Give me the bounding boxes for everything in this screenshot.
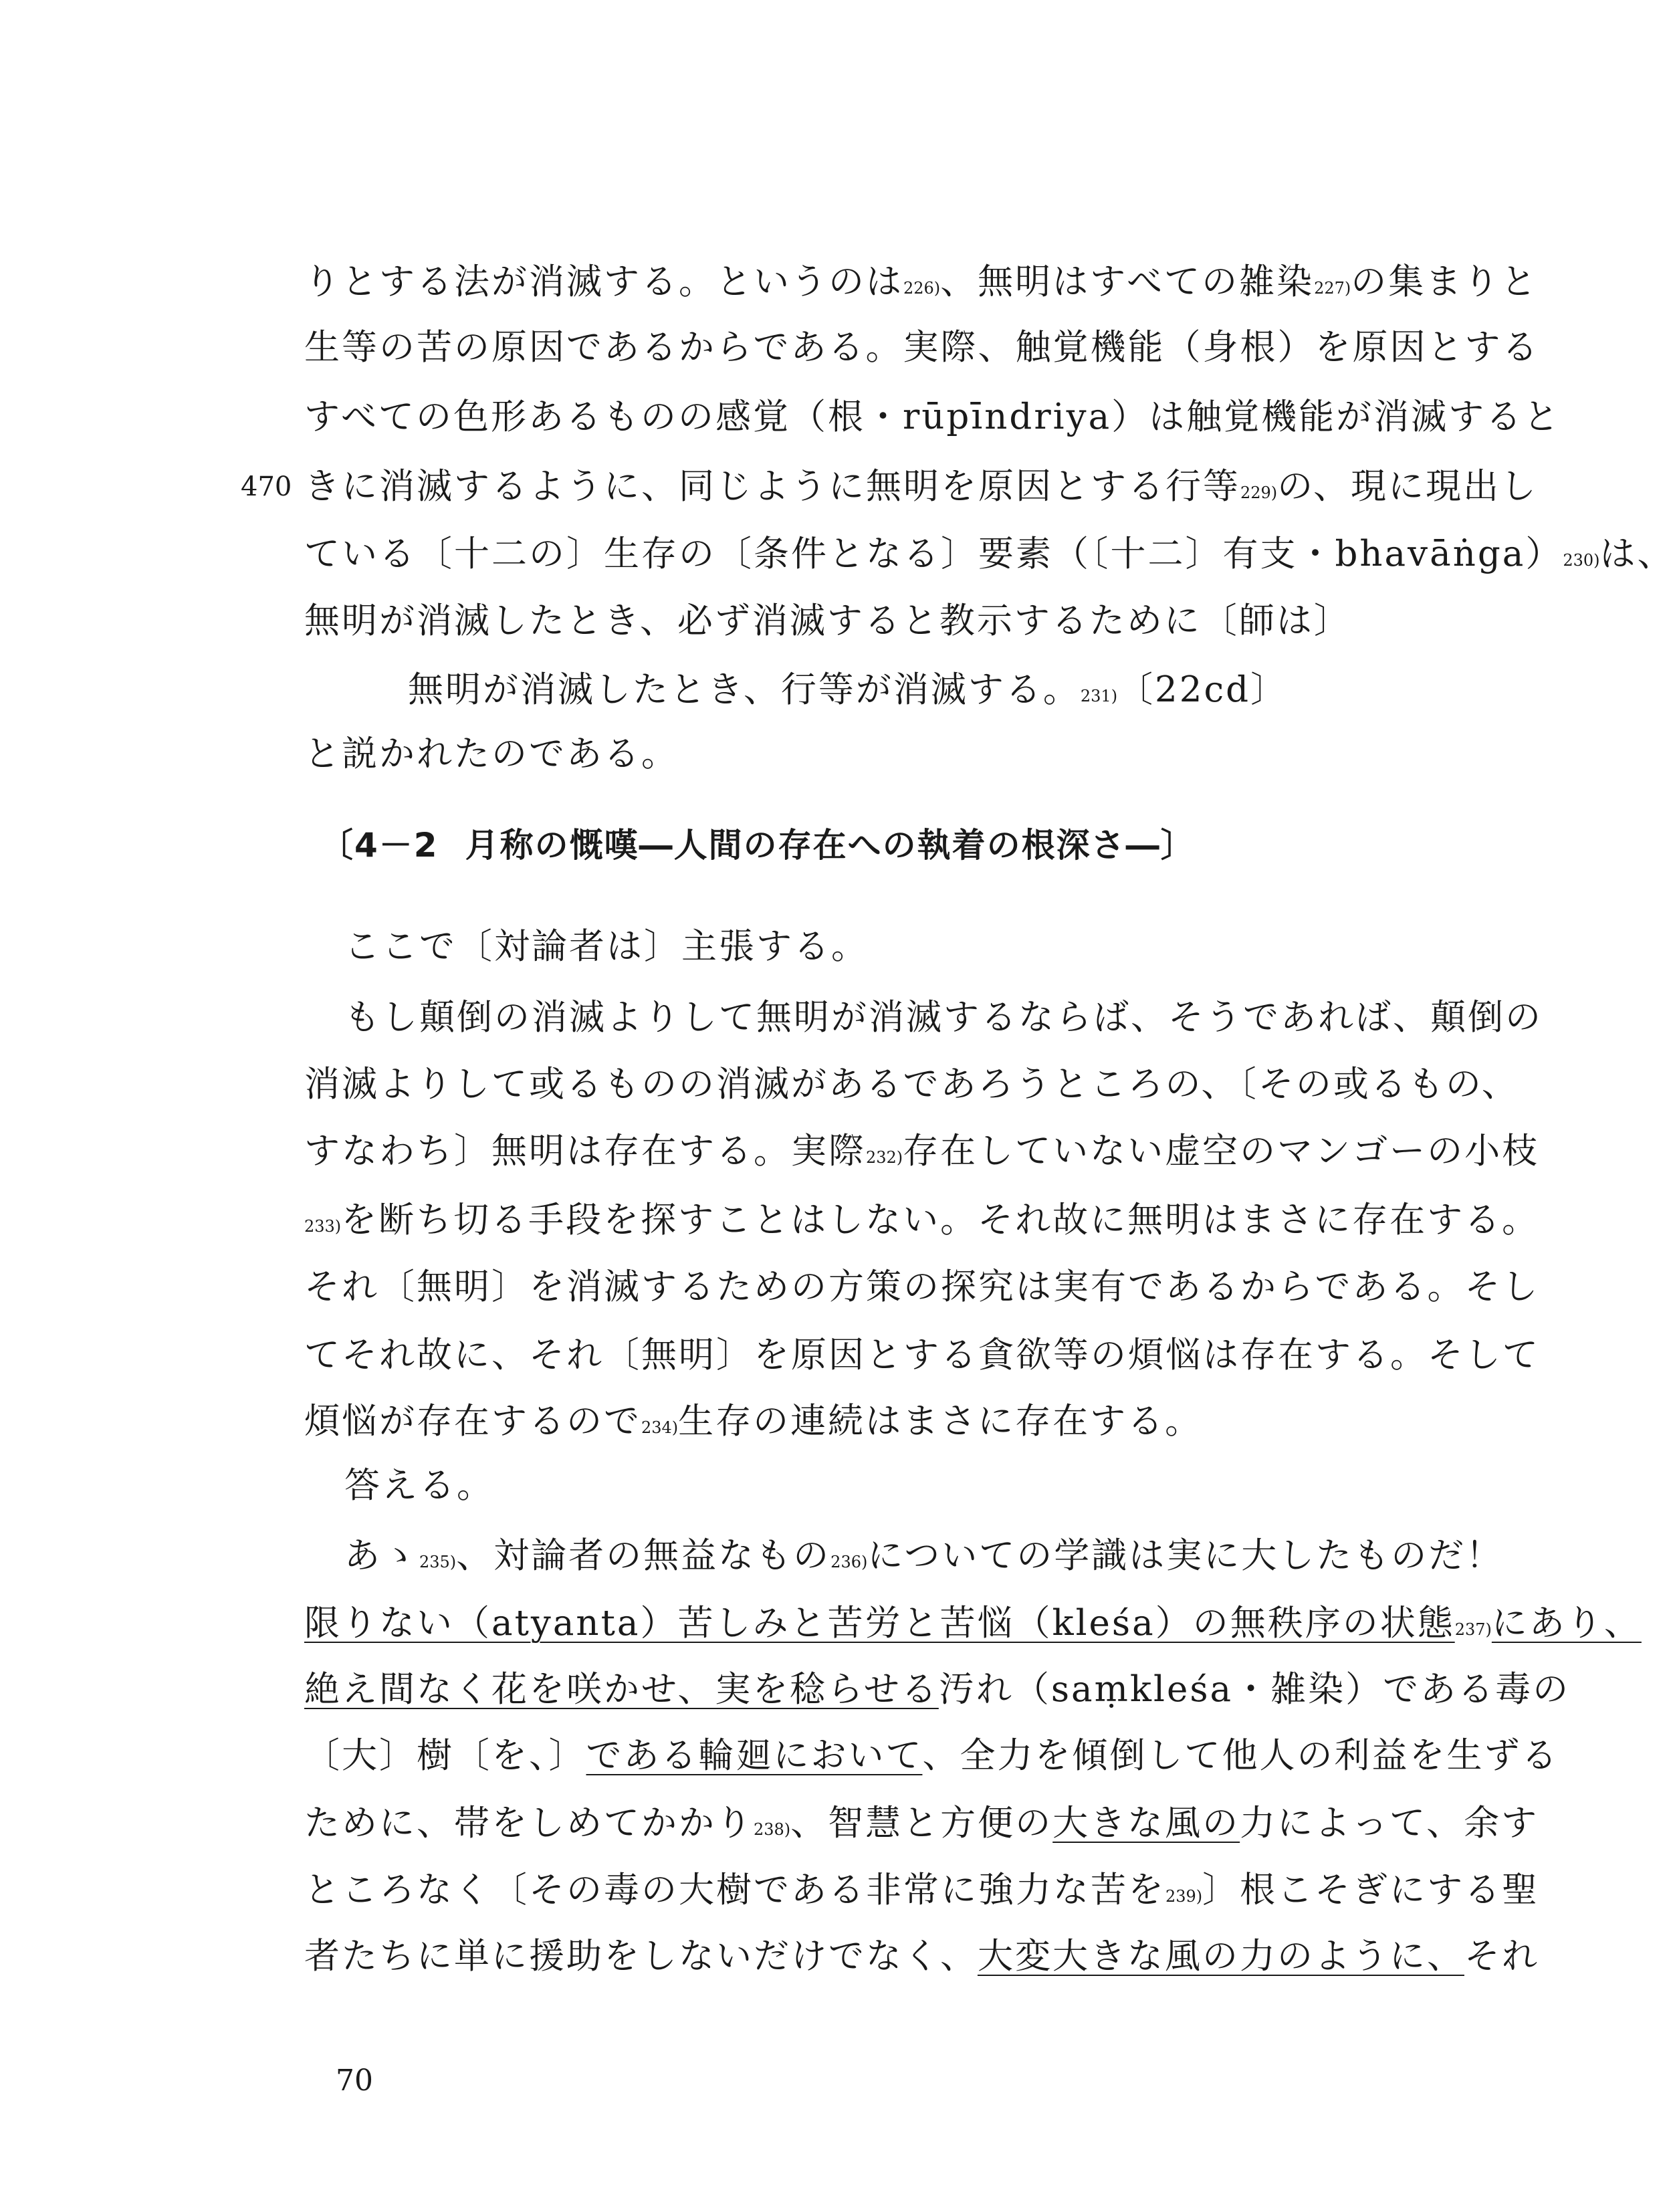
text-segment: 無明が消滅したとき、必ず消滅すると教示するために〔師は〕 (304, 600, 1351, 641)
text-segment: りとする法が消滅する。というのは (304, 261, 903, 302)
text-line (344, 925, 869, 968)
footnote-ref: 230) (1563, 551, 1600, 570)
text-line (344, 996, 1543, 1039)
text-segment: 、智慧と方便の (790, 1803, 1053, 1844)
text-line (304, 1869, 1539, 1912)
text-segment: ところなく〔その毒の大樹である非常に強力な苦を (304, 1870, 1165, 1910)
text-segment: 無明が消滅したとき、行等が消滅する。 (408, 669, 1081, 710)
text-segment: それ (1464, 1936, 1539, 1977)
text-line (304, 1130, 1539, 1173)
underlined-text: にあり、 (1491, 1603, 1642, 1644)
text-line (304, 1266, 1539, 1309)
margin-line-number: 470 (241, 471, 292, 502)
footnote-ref: 233) (304, 1217, 342, 1236)
text-line (304, 1735, 1559, 1777)
footnote-ref: 238) (754, 1820, 791, 1839)
footnote-ref: 232) (866, 1148, 903, 1167)
text-segment: 煩悩が存在するので (304, 1401, 641, 1442)
text-segment: の集まりと (1351, 261, 1539, 302)
text-segment: は、 (1599, 534, 1675, 574)
text-line (304, 465, 1538, 508)
page-number: 70 (336, 2064, 373, 2098)
text-line (304, 1334, 1540, 1377)
footnote-ref: 227) (1314, 279, 1351, 298)
text-segment: もし顛倒の消滅よりして無明が消滅するならば、そうであれば、顛倒の (344, 997, 1543, 1038)
text-segment: きに消滅するように、同じように無明を原因とする行等 (304, 466, 1240, 507)
text-segment: 〕根こそぎにする聖 (1202, 1870, 1540, 1910)
text-segment: すべての色形あるものの感覚（根・rūpīndriya）は触覚機能が消滅すると (304, 397, 1561, 437)
footnote-ref: 237) (1454, 1620, 1492, 1639)
footnote-ref: 231) (1080, 687, 1118, 705)
section-heading (320, 824, 1196, 867)
text-line (408, 669, 1288, 711)
text-segment: 、対論者の無益なもの (456, 1535, 831, 1576)
text-line (344, 1535, 1503, 1577)
text-segment: 生存の連続はまさに存在する。 (678, 1401, 1203, 1442)
footnote-ref: 239) (1165, 1887, 1203, 1906)
text-segment: 汚れ（saṃkleśa・雑染）である毒の (938, 1669, 1571, 1710)
text-line (304, 1668, 1570, 1711)
footnote-ref: 235) (419, 1553, 457, 1571)
text-segment: 者たちに単に援助をしないだけでなく、 (304, 1936, 978, 1977)
text-line (304, 326, 1539, 369)
text-segment: ている〔十二の〕生存の〔条件となる〕要素（〔十二〕有支・bhavāṅga） (304, 534, 1563, 574)
text-segment: と説かれたのである。 (304, 734, 679, 774)
text-segment: 生等の苦の原因であるからである。実際、触覚機能（身根）を原因とする (304, 327, 1540, 368)
text-segment: 答える。 (344, 1465, 494, 1506)
underlined-text: 限りない（atyanta）苦しみと苦労と苦悩（kleśa）の無秩序の状態 (304, 1603, 1455, 1644)
text-segment: それ〔無明〕を消滅するための方策の探究は実有であるからである。そし (304, 1266, 1540, 1307)
text-line (304, 1199, 1539, 1242)
text-line (304, 533, 1675, 576)
footnote-ref: 236) (830, 1553, 868, 1571)
text-line (304, 600, 1351, 643)
text-line (304, 261, 1538, 304)
text-segment: 、全力を傾倒して他人の利益を生ずる (922, 1735, 1559, 1776)
section-title: 月称の慨嘆―人間の存在への執着の根深さ―〕 (465, 826, 1196, 865)
underlined-text: 絶え間なく花を咲かせ、実を稔らせる (304, 1669, 939, 1710)
text-line (344, 1464, 494, 1507)
text-segment: 〔22cd〕 (1117, 669, 1289, 710)
section-number: 〔4－2 (320, 826, 439, 865)
text-line (304, 733, 679, 776)
text-line (304, 1802, 1539, 1845)
text-segment: てそれ故に、それ〔無明〕を原因とする貪欲等の煩悩は存在する。そして (304, 1335, 1540, 1375)
footnote-ref: 234) (641, 1418, 679, 1437)
text-segment: 存在していない虚空のマンゴーの小枝 (903, 1131, 1540, 1172)
underlined-text: である輪廻において (586, 1735, 923, 1776)
text-line (304, 1602, 1642, 1645)
text-segment: 〔大〕樹〔を、〕 (304, 1735, 586, 1776)
text-segment: 消滅よりして或るものの消滅があるであろうところの、〔その或るもの、 (304, 1064, 1519, 1105)
footnote-ref: 229) (1240, 483, 1278, 502)
text-line (304, 1935, 1539, 1978)
text-segment: すなわち〕無明は存在する。実際 (304, 1131, 866, 1172)
footnote-ref: 226) (903, 279, 941, 298)
text-segment: を断ち切る手段を探すことはしない。それ故に無明はまさに存在する。 (341, 1200, 1540, 1240)
underlined-text: 大きな風の (1052, 1803, 1240, 1844)
text-segment: ために、帯をしめてかかり (304, 1803, 754, 1844)
text-segment: ここで〔対論者は〕主張する。 (344, 926, 869, 967)
text-segment: についての学識は実に大したものだ！ (867, 1535, 1504, 1576)
text-segment: あゝ (344, 1535, 419, 1576)
text-segment: の、現に現出し (1277, 466, 1539, 507)
text-line (304, 1400, 1202, 1443)
text-line (304, 1063, 1519, 1106)
text-line (304, 396, 1561, 439)
text-segment: 力によって、余す (1240, 1803, 1539, 1844)
underlined-text: 大変大きな風の力のように、 (977, 1936, 1464, 1977)
text-segment: 、無明はすべての雑染 (940, 261, 1315, 302)
